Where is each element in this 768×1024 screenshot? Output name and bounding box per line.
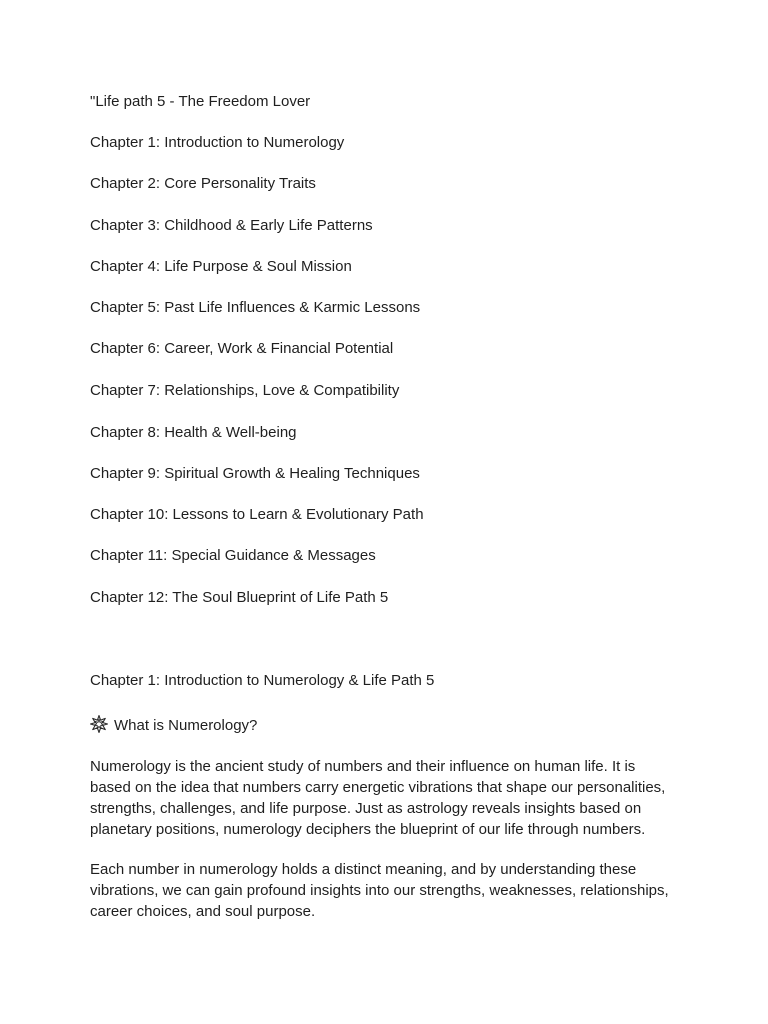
toc-item-11: Chapter 11: Special Guidance & Messages: [90, 547, 376, 564]
toc-item-3: Chapter 3: Childhood & Early Life Patterns: [90, 217, 373, 234]
section-heading: [90, 715, 257, 735]
chapter-1-heading: Chapter 1: Introduction to Numerology & Life Path 5: [90, 672, 435, 689]
toc-item-8: Chapter 8: Health & Well-being: [90, 424, 297, 441]
document-title: "Life path 5 - The Freedom Lover: [90, 93, 311, 110]
sparkle-icon: [90, 715, 108, 733]
toc-item-10: Chapter 10: Lessons to Learn & Evolutionary Path: [90, 506, 424, 523]
toc-item-9: Chapter 9: Spiritual Growth & Healing Techniques: [90, 465, 420, 482]
section-heading-text: What is Numerology?: [114, 717, 258, 734]
toc-item-12: Chapter 12: The Soul Blueprint of Life Path 5: [90, 589, 389, 606]
toc-item-4: Chapter 4: Life Purpose & Soul Mission: [90, 258, 352, 275]
paragraph-2: Each number in numerology holds a distinct meaning, and by understanding these vibrations, we can gain profound insights into our strengths, weaknesses, relationships, career choices, and soul purpose.: [90, 861, 669, 920]
paragraph-1: Numerology is the ancient study of numbers and their influence on human life. It is based on the idea that numbers carry energetic vibrations that shape our personalities, strengths, challenges, and life purpose. Just as astrology reveals insights based on planetary positions, numerology deciphers the blueprint of our life through numbers.: [90, 758, 666, 838]
toc-item-1: Chapter 1: Introduction to Numerology: [90, 134, 345, 151]
toc-item-5: Chapter 5: Past Life Influences & Karmic Lessons: [90, 299, 421, 316]
toc-item-6: Chapter 6: Career, Work & Financial Potential: [90, 340, 394, 357]
toc-item-2: Chapter 2: Core Personality Traits: [90, 175, 316, 192]
toc-item-7: Chapter 7: Relationships, Love & Compatibility: [90, 382, 400, 399]
